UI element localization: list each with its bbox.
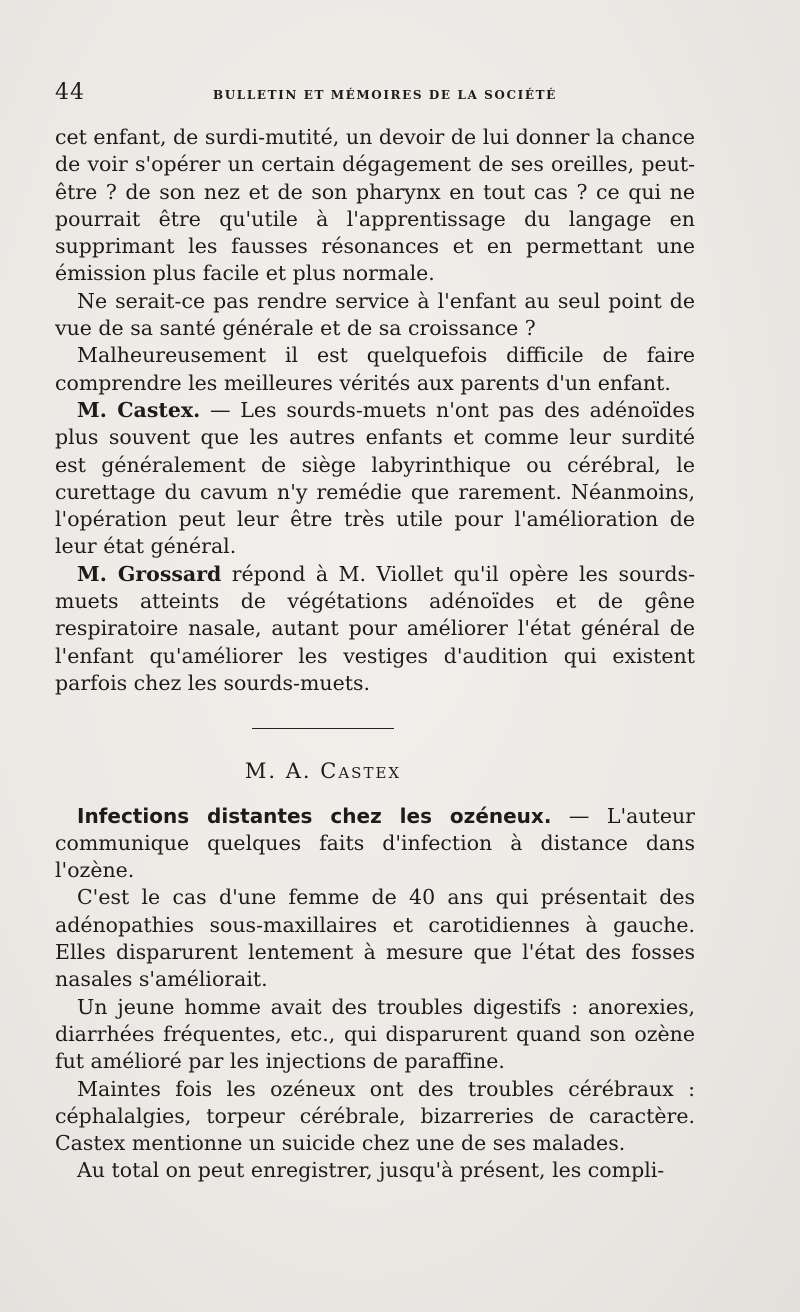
article-intro: [55, 803, 695, 885]
paragraph-grossard: [55, 561, 695, 697]
paragraph-text: — Les sourds-muets n'ont pas des adénoïdes plus souvent que les autres enfants et comme leur surdité est généralement de siège labyrinthique ou cérébral, le curettage du cavum n'y remédie que rarement. Néanmoins, l'opération peut leur être très utile pour l'amélioration de leur état général.: [55, 397, 695, 559]
section-divider: [252, 728, 394, 729]
speaker-name: M. Castex.: [77, 397, 201, 422]
paragraph: Au total on peut enregistrer, jusqu'à présent, les compli-: [77, 1158, 665, 1183]
paragraph: Ne serait-ce pas rendre service à l'enfant au seul point de vue de sa santé générale et de sa croissance ?: [55, 288, 695, 341]
section-author-heading: [3, 758, 643, 785]
paragraph: Malheureusement il est quelquefois difficile de faire comprendre les meilleures vérités aux parents d'un enfant.: [55, 343, 695, 395]
page-number: 44: [55, 80, 85, 105]
page-header: [55, 80, 695, 106]
paragraph: C'est le cas d'une femme de 40 ans qui présentait des adénopathies sous-maxillaires et carotidiennes à gauche. Elles disparurent lentement à mesure que l'état des fosses nasales s'améliorait.: [55, 885, 695, 992]
speaker-name: M. Grossard: [77, 561, 222, 586]
paragraph: cet enfant, de surdi-mutité, un devoir de lui donner la chance de voir s'opérer un certain dégagement de ses oreilles, peut-être ? de son nez et de son pharynx en tout cas ? ce qui ne pourrait être qu'utile à l'apprentissage du langage en supprimant les fausses résonances et en permettant une émission plus facile et plus normale.: [55, 125, 695, 286]
paragraph: Maintes fois les ozéneux ont des troubles cérébraux : céphalalgies, torpeur cérébrale, bizarreries de caractère. Castex mentionne un suicide chez une de ses malades.: [55, 1076, 695, 1156]
author-name: Castex: [320, 759, 402, 784]
article-intro-text: — L'auteur communique quelques faits d'infection à distance dans l'ozène.: [55, 803, 695, 883]
paragraph: Un jeune homme avait des troubles digestifs : anorexies, diarrhées fréquentes, etc., qui disparurent quand son ozène fut amélioré par les injections de paraffine.: [55, 994, 695, 1074]
paragraph-text: répond à M. Viollet qu'il opère les sourds-muets atteints de végétations adénoïdes et de gêne respiratoire nasale, autant pour améliorer l'état général de l'enfant qu'améliorer les vestiges d'audition qui existent parfois chez les sourds-muets.: [55, 561, 695, 695]
running-head: BULLETIN ET MÉMOIRES DE LA SOCIÉTÉ: [213, 88, 557, 102]
page-body: [55, 124, 695, 1185]
author-initials: M. A.: [244, 759, 321, 784]
paragraph-castex: [55, 397, 695, 561]
article-title: Infections distantes chez les ozéneux.: [77, 803, 552, 828]
